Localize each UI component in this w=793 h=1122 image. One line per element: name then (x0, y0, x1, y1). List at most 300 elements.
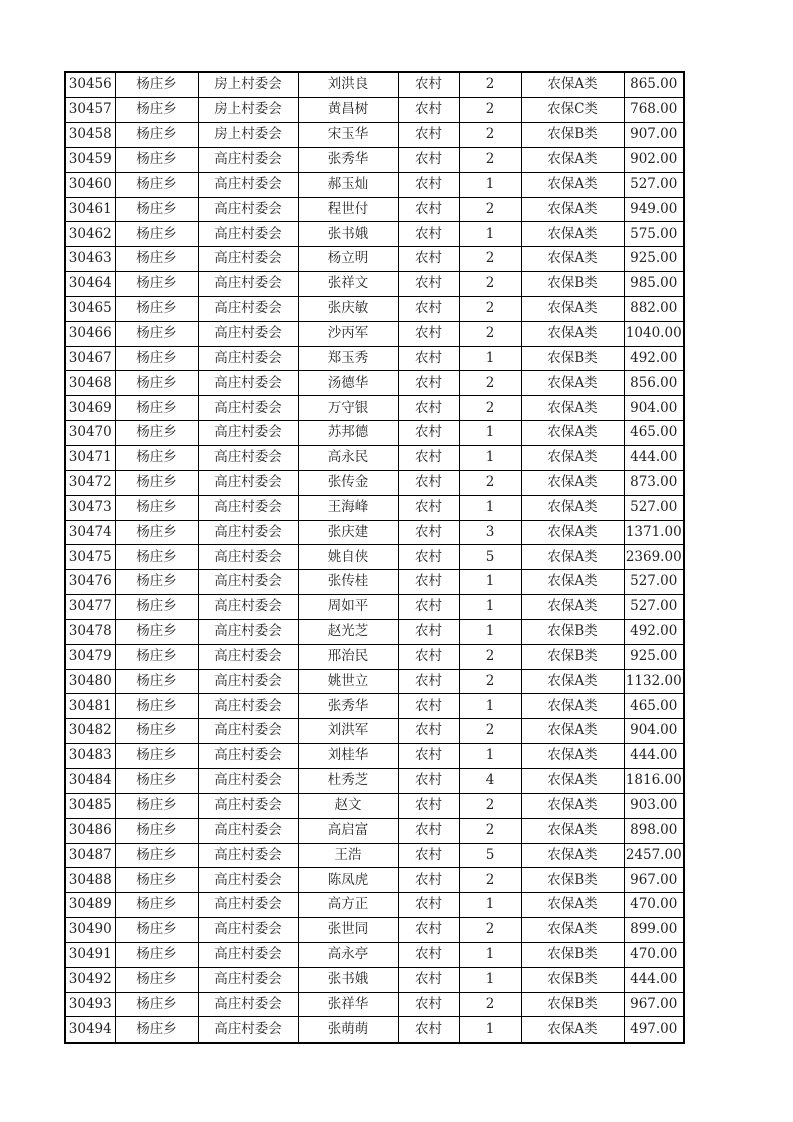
cell-amount: 904.00 (624, 396, 684, 421)
cell-id: 30490 (65, 918, 115, 943)
cell-id: 30461 (65, 197, 115, 222)
cell-village_committee: 高庄村委会 (198, 893, 298, 918)
table-row (65, 694, 684, 719)
cell-township: 杨庄乡 (115, 98, 198, 123)
cell-village_committee: 高庄村委会 (198, 768, 298, 793)
cell-township: 杨庄乡 (115, 147, 198, 172)
cell-village_committee: 高庄村委会 (198, 1017, 298, 1043)
cell-id: 30485 (65, 793, 115, 818)
table-row (65, 768, 684, 793)
cell-insurance_category: 农保B类 (521, 868, 624, 893)
cell-amount: 465.00 (624, 694, 684, 719)
table-row (65, 172, 684, 197)
cell-person_count: 1 (459, 595, 521, 620)
table-row (65, 98, 684, 123)
cell-township: 杨庄乡 (115, 123, 198, 148)
cell-residence_type: 农村 (398, 918, 459, 943)
cell-person_count: 5 (459, 545, 521, 570)
cell-person_name: 张秀华 (298, 694, 398, 719)
cell-township: 杨庄乡 (115, 619, 198, 644)
cell-person_count: 2 (459, 72, 521, 98)
cell-amount: 444.00 (624, 446, 684, 471)
cell-id: 30489 (65, 893, 115, 918)
cell-amount: 904.00 (624, 719, 684, 744)
cell-person_name: 王海峰 (298, 495, 398, 520)
cell-amount: 527.00 (624, 495, 684, 520)
cell-amount: 899.00 (624, 918, 684, 943)
cell-village_committee: 高庄村委会 (198, 147, 298, 172)
cell-village_committee: 高庄村委会 (198, 421, 298, 446)
cell-person_count: 2 (459, 247, 521, 272)
cell-township: 杨庄乡 (115, 967, 198, 992)
cell-insurance_category: 农保A类 (521, 719, 624, 744)
cell-residence_type: 农村 (398, 694, 459, 719)
cell-village_committee: 高庄村委会 (198, 619, 298, 644)
cell-id: 30457 (65, 98, 115, 123)
table-row (65, 371, 684, 396)
cell-residence_type: 农村 (398, 868, 459, 893)
cell-person_count: 5 (459, 843, 521, 868)
cell-township: 杨庄乡 (115, 719, 198, 744)
cell-residence_type: 农村 (398, 719, 459, 744)
cell-person_count: 1 (459, 744, 521, 769)
table-row (65, 1017, 684, 1043)
cell-person_count: 2 (459, 147, 521, 172)
cell-insurance_category: 农保A类 (521, 818, 624, 843)
pension-payment-table (64, 71, 685, 1044)
cell-township: 杨庄乡 (115, 644, 198, 669)
cell-person_name: 张庆建 (298, 520, 398, 545)
cell-insurance_category: 农保A类 (521, 768, 624, 793)
cell-id: 30477 (65, 595, 115, 620)
cell-village_committee: 高庄村委会 (198, 992, 298, 1017)
cell-id: 30491 (65, 942, 115, 967)
table-row (65, 793, 684, 818)
cell-residence_type: 农村 (398, 545, 459, 570)
cell-amount: 527.00 (624, 172, 684, 197)
cell-amount: 925.00 (624, 644, 684, 669)
cell-insurance_category: 农保B类 (521, 619, 624, 644)
cell-amount: 949.00 (624, 197, 684, 222)
cell-residence_type: 农村 (398, 172, 459, 197)
cell-township: 杨庄乡 (115, 296, 198, 321)
table-row (65, 421, 684, 446)
cell-person_name: 张庆敏 (298, 296, 398, 321)
cell-id: 30481 (65, 694, 115, 719)
cell-residence_type: 农村 (398, 222, 459, 247)
cell-amount: 470.00 (624, 942, 684, 967)
cell-person_count: 1 (459, 172, 521, 197)
cell-township: 杨庄乡 (115, 868, 198, 893)
cell-township: 杨庄乡 (115, 768, 198, 793)
table-row (65, 619, 684, 644)
cell-amount: 492.00 (624, 346, 684, 371)
cell-person_name: 刘洪良 (298, 72, 398, 98)
cell-person_name: 张祥华 (298, 992, 398, 1017)
cell-township: 杨庄乡 (115, 396, 198, 421)
cell-amount: 1816.00 (624, 768, 684, 793)
cell-village_committee: 高庄村委会 (198, 222, 298, 247)
cell-residence_type: 农村 (398, 644, 459, 669)
cell-amount: 865.00 (624, 72, 684, 98)
cell-amount: 2457.00 (624, 843, 684, 868)
cell-insurance_category: 农保A类 (521, 446, 624, 471)
cell-amount: 444.00 (624, 744, 684, 769)
cell-person_name: 赵光芝 (298, 619, 398, 644)
cell-insurance_category: 农保A类 (521, 371, 624, 396)
cell-residence_type: 农村 (398, 942, 459, 967)
cell-insurance_category: 农保B类 (521, 123, 624, 148)
cell-amount: 1040.00 (624, 321, 684, 346)
cell-id: 30493 (65, 992, 115, 1017)
cell-person_count: 1 (459, 893, 521, 918)
cell-person_name: 张传桂 (298, 570, 398, 595)
cell-insurance_category: 农保A类 (521, 247, 624, 272)
cell-person_count: 1 (459, 942, 521, 967)
cell-residence_type: 农村 (398, 1017, 459, 1043)
cell-amount: 903.00 (624, 793, 684, 818)
cell-residence_type: 农村 (398, 967, 459, 992)
cell-township: 杨庄乡 (115, 495, 198, 520)
cell-person_name: 苏邦德 (298, 421, 398, 446)
cell-residence_type: 农村 (398, 296, 459, 321)
cell-id: 30478 (65, 619, 115, 644)
cell-person_count: 2 (459, 818, 521, 843)
cell-person_count: 1 (459, 446, 521, 471)
cell-residence_type: 农村 (398, 570, 459, 595)
table-row (65, 123, 684, 148)
cell-township: 杨庄乡 (115, 669, 198, 694)
table-row (65, 843, 684, 868)
cell-residence_type: 农村 (398, 595, 459, 620)
cell-id: 30459 (65, 147, 115, 172)
cell-person_count: 2 (459, 272, 521, 297)
cell-residence_type: 农村 (398, 446, 459, 471)
cell-id: 30469 (65, 396, 115, 421)
table-row (65, 545, 684, 570)
cell-amount: 768.00 (624, 98, 684, 123)
cell-township: 杨庄乡 (115, 197, 198, 222)
cell-insurance_category: 农保A类 (521, 222, 624, 247)
cell-insurance_category: 农保A类 (521, 744, 624, 769)
cell-residence_type: 农村 (398, 396, 459, 421)
table-row (65, 992, 684, 1017)
cell-township: 杨庄乡 (115, 595, 198, 620)
cell-township: 杨庄乡 (115, 918, 198, 943)
cell-township: 杨庄乡 (115, 793, 198, 818)
cell-person_count: 2 (459, 868, 521, 893)
cell-insurance_category: 农保B类 (521, 992, 624, 1017)
cell-village_committee: 高庄村委会 (198, 396, 298, 421)
cell-village_committee: 高庄村委会 (198, 644, 298, 669)
cell-insurance_category: 农保B类 (521, 967, 624, 992)
table-row (65, 470, 684, 495)
cell-amount: 527.00 (624, 570, 684, 595)
cell-township: 杨庄乡 (115, 421, 198, 446)
cell-village_committee: 高庄村委会 (198, 446, 298, 471)
cell-person_name: 张祥文 (298, 272, 398, 297)
cell-amount: 497.00 (624, 1017, 684, 1043)
cell-amount: 470.00 (624, 893, 684, 918)
cell-person_name: 郝玉灿 (298, 172, 398, 197)
table-row (65, 644, 684, 669)
cell-township: 杨庄乡 (115, 247, 198, 272)
cell-person_name: 周如平 (298, 595, 398, 620)
cell-amount: 492.00 (624, 619, 684, 644)
cell-village_committee: 高庄村委会 (198, 495, 298, 520)
table-row (65, 669, 684, 694)
cell-residence_type: 农村 (398, 197, 459, 222)
cell-village_committee: 高庄村委会 (198, 669, 298, 694)
cell-insurance_category: 农保A类 (521, 669, 624, 694)
cell-person_count: 2 (459, 321, 521, 346)
cell-township: 杨庄乡 (115, 545, 198, 570)
cell-township: 杨庄乡 (115, 843, 198, 868)
cell-residence_type: 农村 (398, 421, 459, 446)
table-row (65, 346, 684, 371)
cell-person_count: 1 (459, 421, 521, 446)
cell-amount: 985.00 (624, 272, 684, 297)
cell-insurance_category: 农保B类 (521, 272, 624, 297)
cell-id: 30475 (65, 545, 115, 570)
cell-person_count: 1 (459, 346, 521, 371)
cell-insurance_category: 农保A类 (521, 893, 624, 918)
cell-person_count: 1 (459, 570, 521, 595)
cell-township: 杨庄乡 (115, 744, 198, 769)
table-row (65, 321, 684, 346)
table-row (65, 868, 684, 893)
cell-person_count: 2 (459, 644, 521, 669)
cell-village_committee: 高庄村委会 (198, 868, 298, 893)
cell-residence_type: 农村 (398, 247, 459, 272)
cell-insurance_category: 农保A类 (521, 595, 624, 620)
table-row (65, 570, 684, 595)
cell-village_committee: 高庄村委会 (198, 346, 298, 371)
cell-person_count: 2 (459, 719, 521, 744)
cell-insurance_category: 农保A类 (521, 793, 624, 818)
cell-amount: 465.00 (624, 421, 684, 446)
cell-person_name: 高方正 (298, 893, 398, 918)
cell-person_name: 姚自侠 (298, 545, 398, 570)
cell-insurance_category: 农保A类 (521, 1017, 624, 1043)
cell-id: 30492 (65, 967, 115, 992)
cell-residence_type: 农村 (398, 744, 459, 769)
cell-person_name: 程世付 (298, 197, 398, 222)
cell-township: 杨庄乡 (115, 371, 198, 396)
cell-id: 30488 (65, 868, 115, 893)
cell-id: 30464 (65, 272, 115, 297)
cell-person_name: 万守银 (298, 396, 398, 421)
cell-person_count: 1 (459, 222, 521, 247)
cell-residence_type: 农村 (398, 843, 459, 868)
cell-village_committee: 高庄村委会 (198, 918, 298, 943)
cell-township: 杨庄乡 (115, 570, 198, 595)
cell-person_count: 2 (459, 669, 521, 694)
cell-residence_type: 农村 (398, 321, 459, 346)
cell-person_name: 刘洪军 (298, 719, 398, 744)
cell-person_count: 1 (459, 1017, 521, 1043)
cell-township: 杨庄乡 (115, 942, 198, 967)
cell-insurance_category: 农保A类 (521, 570, 624, 595)
table-row (65, 396, 684, 421)
cell-village_committee: 高庄村委会 (198, 520, 298, 545)
cell-person_count: 2 (459, 396, 521, 421)
cell-village_committee: 高庄村委会 (198, 719, 298, 744)
cell-person_name: 王浩 (298, 843, 398, 868)
cell-village_committee: 房上村委会 (198, 123, 298, 148)
cell-id: 30473 (65, 495, 115, 520)
table-row (65, 72, 684, 98)
cell-village_committee: 高庄村委会 (198, 793, 298, 818)
cell-person_name: 张书娥 (298, 222, 398, 247)
cell-village_committee: 高庄村委会 (198, 694, 298, 719)
cell-residence_type: 农村 (398, 992, 459, 1017)
table-row (65, 942, 684, 967)
cell-residence_type: 农村 (398, 72, 459, 98)
cell-id: 30456 (65, 72, 115, 98)
cell-person_count: 3 (459, 520, 521, 545)
cell-residence_type: 农村 (398, 98, 459, 123)
cell-person_count: 2 (459, 992, 521, 1017)
cell-village_committee: 高庄村委会 (198, 744, 298, 769)
cell-insurance_category: 农保A类 (521, 495, 624, 520)
table-row (65, 918, 684, 943)
cell-residence_type: 农村 (398, 470, 459, 495)
cell-person_count: 1 (459, 967, 521, 992)
cell-insurance_category: 农保A类 (521, 321, 624, 346)
cell-person_name: 杨立明 (298, 247, 398, 272)
cell-residence_type: 农村 (398, 346, 459, 371)
cell-person_name: 张秀华 (298, 147, 398, 172)
cell-amount: 873.00 (624, 470, 684, 495)
cell-amount: 907.00 (624, 123, 684, 148)
cell-person_name: 杜秀芝 (298, 768, 398, 793)
cell-insurance_category: 农保A类 (521, 421, 624, 446)
cell-amount: 898.00 (624, 818, 684, 843)
cell-insurance_category: 农保B类 (521, 346, 624, 371)
cell-person_name: 高启富 (298, 818, 398, 843)
table-row (65, 744, 684, 769)
cell-township: 杨庄乡 (115, 818, 198, 843)
cell-person_name: 姚世立 (298, 669, 398, 694)
cell-residence_type: 农村 (398, 768, 459, 793)
cell-township: 杨庄乡 (115, 222, 198, 247)
table-row (65, 818, 684, 843)
cell-residence_type: 农村 (398, 123, 459, 148)
cell-id: 30483 (65, 744, 115, 769)
cell-insurance_category: 农保A类 (521, 545, 624, 570)
cell-amount: 444.00 (624, 967, 684, 992)
cell-amount: 527.00 (624, 595, 684, 620)
cell-id: 30486 (65, 818, 115, 843)
table-row (65, 222, 684, 247)
cell-township: 杨庄乡 (115, 893, 198, 918)
cell-person_name: 汤德华 (298, 371, 398, 396)
cell-insurance_category: 农保A类 (521, 843, 624, 868)
cell-insurance_category: 农保A类 (521, 694, 624, 719)
cell-person_count: 1 (459, 694, 521, 719)
cell-insurance_category: 农保C类 (521, 98, 624, 123)
cell-id: 30494 (65, 1017, 115, 1043)
cell-residence_type: 农村 (398, 495, 459, 520)
cell-id: 30466 (65, 321, 115, 346)
cell-township: 杨庄乡 (115, 992, 198, 1017)
cell-village_committee: 房上村委会 (198, 98, 298, 123)
cell-village_committee: 高庄村委会 (198, 470, 298, 495)
cell-insurance_category: 农保B类 (521, 644, 624, 669)
cell-id: 30470 (65, 421, 115, 446)
cell-person_count: 2 (459, 98, 521, 123)
table-body (65, 72, 684, 1043)
cell-village_committee: 高庄村委会 (198, 595, 298, 620)
cell-person_name: 张萌萌 (298, 1017, 398, 1043)
cell-id: 30474 (65, 520, 115, 545)
table-row (65, 967, 684, 992)
cell-village_committee: 高庄村委会 (198, 545, 298, 570)
table-row (65, 520, 684, 545)
cell-village_committee: 高庄村委会 (198, 296, 298, 321)
cell-insurance_category: 农保A类 (521, 197, 624, 222)
table-row (65, 272, 684, 297)
cell-amount: 575.00 (624, 222, 684, 247)
cell-id: 30479 (65, 644, 115, 669)
cell-township: 杨庄乡 (115, 520, 198, 545)
cell-village_committee: 高庄村委会 (198, 570, 298, 595)
cell-amount: 967.00 (624, 992, 684, 1017)
cell-person_name: 宋玉华 (298, 123, 398, 148)
cell-person_name: 高永亭 (298, 942, 398, 967)
cell-village_committee: 高庄村委会 (198, 843, 298, 868)
cell-village_committee: 高庄村委会 (198, 272, 298, 297)
cell-id: 30480 (65, 669, 115, 694)
cell-id: 30487 (65, 843, 115, 868)
cell-village_committee: 高庄村委会 (198, 371, 298, 396)
cell-village_committee: 高庄村委会 (198, 942, 298, 967)
cell-residence_type: 农村 (398, 893, 459, 918)
cell-amount: 1132.00 (624, 669, 684, 694)
cell-id: 30465 (65, 296, 115, 321)
cell-township: 杨庄乡 (115, 1017, 198, 1043)
cell-id: 30471 (65, 446, 115, 471)
cell-village_committee: 高庄村委会 (198, 197, 298, 222)
cell-amount: 856.00 (624, 371, 684, 396)
cell-amount: 882.00 (624, 296, 684, 321)
cell-person_count: 2 (459, 296, 521, 321)
cell-person_name: 张世同 (298, 918, 398, 943)
cell-township: 杨庄乡 (115, 172, 198, 197)
cell-residence_type: 农村 (398, 818, 459, 843)
cell-village_committee: 高庄村委会 (198, 818, 298, 843)
cell-person_name: 沙丙军 (298, 321, 398, 346)
table-row (65, 719, 684, 744)
cell-person_count: 1 (459, 495, 521, 520)
cell-insurance_category: 农保B类 (521, 942, 624, 967)
cell-person_name: 陈凤虎 (298, 868, 398, 893)
table-row (65, 147, 684, 172)
cell-township: 杨庄乡 (115, 694, 198, 719)
cell-person_name: 张书娥 (298, 967, 398, 992)
cell-id: 30472 (65, 470, 115, 495)
cell-id: 30482 (65, 719, 115, 744)
cell-township: 杨庄乡 (115, 346, 198, 371)
cell-township: 杨庄乡 (115, 72, 198, 98)
cell-id: 30463 (65, 247, 115, 272)
cell-person_count: 4 (459, 768, 521, 793)
cell-insurance_category: 农保A类 (521, 147, 624, 172)
table-row (65, 893, 684, 918)
cell-village_committee: 高庄村委会 (198, 172, 298, 197)
cell-person_count: 2 (459, 197, 521, 222)
